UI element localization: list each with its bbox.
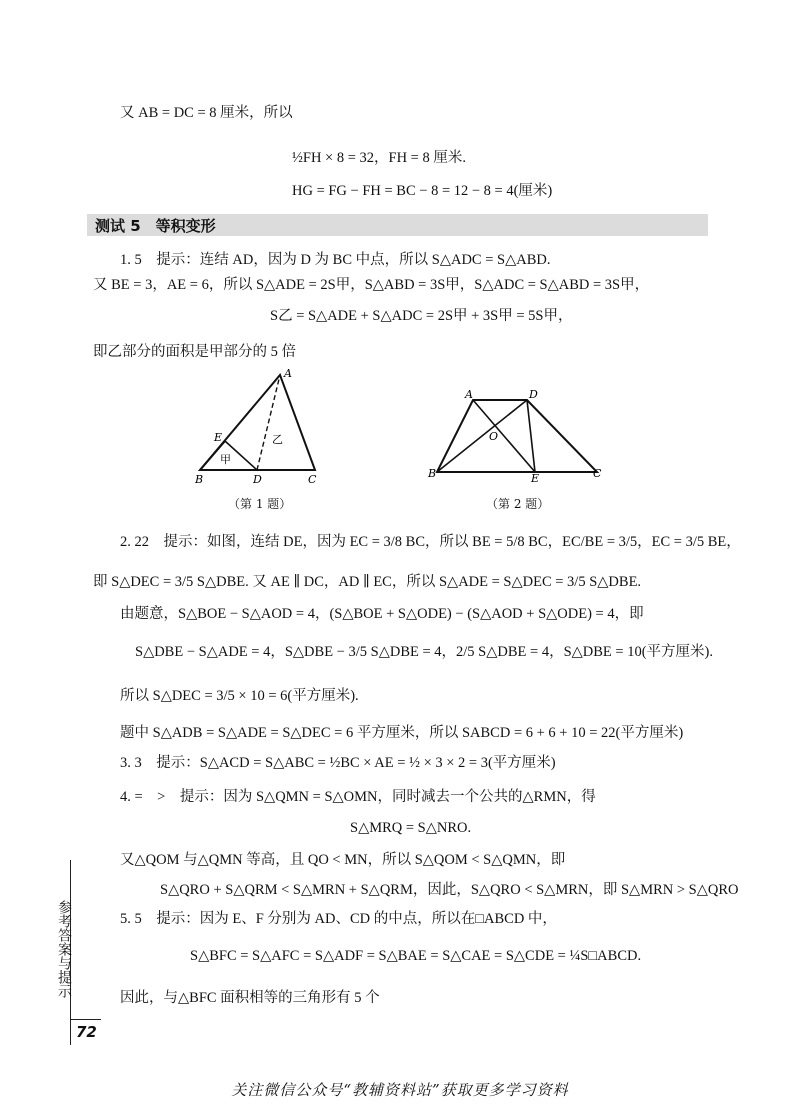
figure-1-caption: （第 1 题） [228, 497, 292, 511]
answer-2-line: 所以 S△DEC = 3/5 × 10 = 6(平方厘米). [120, 688, 359, 704]
figure-1-triangle [180, 365, 340, 490]
answer-4-line: 4. = > 提示：因为 S△QMN = S△OMN，同时减去一个公共的△RMN，得 [120, 789, 596, 805]
answer-4-equation: S△QRO + S△QRM < S△MRN + S△QRM，因此，S△QRO < S△MRN，即 S△MRN > S△QRO [160, 882, 739, 898]
answer-4-line: 又△QOM 与△QMN 等高，且 QO < MN，所以 S△QOM < S△QMN，即 [120, 852, 566, 868]
fig1-label-a: A [284, 367, 292, 380]
fig1-label-d: D [253, 473, 262, 486]
fig1-label-yi: 乙 [272, 433, 283, 446]
page-number: 72 [76, 1023, 97, 1041]
answer-1-equation: S乙 = S△ADE + S△ADC = 2S甲 + 3S甲 = 5S甲， [270, 308, 573, 324]
fig1-label-e: E [214, 431, 223, 444]
fig2-label-d: D [529, 388, 538, 401]
answer-3-line: 3. 3 提示：S△ACD = S△ABC = ½BC × AE = ½ × 3 × 2 = 3(平方厘米) [120, 755, 556, 771]
equation-line: HG = FG − FH = BC − 8 = 12 − 8 = 4(厘米) [292, 183, 553, 199]
answer-1-line: 1. 5 提示：连结 AD，因为 D 为 BC 中点，所以 S△ADC = S△ABD. [120, 252, 551, 268]
answer-5-line: 5. 5 提示：因为 E、F 分别为 AD、CD 的中点，所以在□ABCD 中， [120, 911, 557, 927]
section-heading-bar [87, 214, 708, 236]
side-section-label: 参考答案与提示 [56, 900, 72, 998]
fig2-label-a: A [465, 388, 473, 401]
answer-2-line: 题中 S△ADB = S△ADE = S△DEC = 6 平方厘米，所以 SABCD = 6 + 6 + 10 = 22(平方厘米) [120, 725, 684, 741]
answer-5-line: 因此，与△BFC 面积相等的三角形有 5 个 [120, 990, 380, 1006]
text-line: 又 AB = DC = 8 厘米，所以 [120, 105, 293, 121]
answer-5-equation: S△BFC = S△AFC = S△ADF = S△BAE = S△CAE = S△CDE = ¼S□ABCD. [190, 948, 642, 964]
fig2-label-b: B [428, 467, 437, 480]
fig1-label-b: B [195, 473, 204, 486]
answer-2-line: 即 S△DEC = 3/5 S△DBE. 又 AE ∥ DC，AD ∥ EC，所以 S△ADE = S△DEC = 3/5 S△DBE. [93, 574, 642, 590]
figure-2-trapezoid [425, 385, 615, 485]
answer-4-equation: S△MRQ = S△NRO. [350, 820, 472, 836]
section-heading: 测试 5 等积变形 [95, 217, 216, 235]
answer-2-line: 2. 22 提示：如图，连结 DE，因为 EC = 3/8 BC，所以 BE = 5/8 BC，EC/BE = 3/5，EC = 3/5 BE， [120, 534, 741, 550]
answer-1-line: 又 BE = 3，AE = 6，所以 S△ADE = 2S甲，S△ABD = 3S甲，S△ADC = S△ABD = 3S甲， [93, 277, 650, 293]
figure-2-caption: （第 2 题） [486, 497, 550, 511]
footer-note: 关注微信公众号“教辅资料站”获取更多学习资料 [231, 1081, 569, 1099]
fig2-label-o: O [489, 430, 499, 443]
fig2-label-c: C [593, 467, 602, 480]
fig1-label-jia: 甲 [220, 453, 231, 466]
fig2-label-e: E [531, 472, 540, 485]
answer-2-line: 由题意，S△BOE − S△AOD = 4，(S△BOE + S△ODE) − (S△AOD + S△ODE) = 4，即 [120, 606, 644, 622]
answer-2-equation: S△DBE − S△ADE = 4，S△DBE − 3/5 S△DBE = 4，2/5 S△DBE = 4，S△DBE = 10(平方厘米). [135, 644, 713, 660]
equation-line: ½FH × 8 = 32，FH = 8 厘米. [292, 150, 466, 166]
fig1-label-c: C [308, 473, 317, 486]
answer-1-conclusion: 即乙部分的面积是甲部分的 5 倍 [93, 344, 296, 360]
